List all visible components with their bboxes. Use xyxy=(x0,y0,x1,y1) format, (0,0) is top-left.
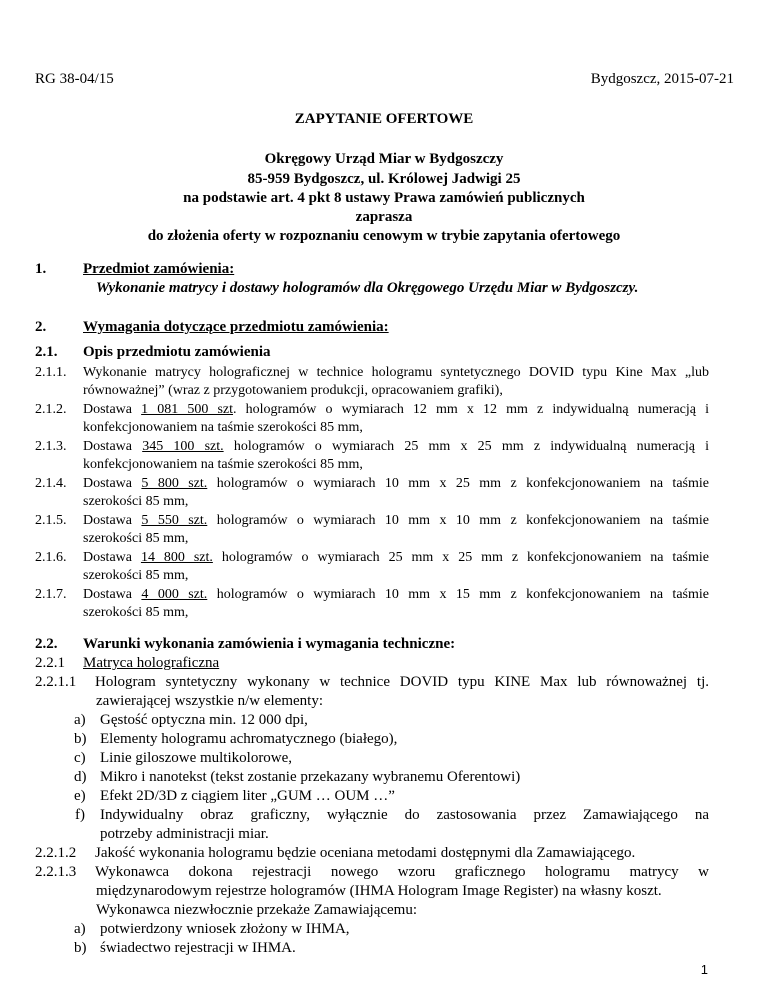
item-line-1: Wykonanie matrycy holograficznej w technice hologramu syntetycznego DOVID typu Kine Max „lub xyxy=(83,365,709,380)
intro-line-2: 85-959 Bydgoszcz, ul. Królowej Jadwigi 25 xyxy=(247,171,521,187)
list-letter: a) xyxy=(74,921,86,937)
list-item: Indywidualny obraz graficzny, wyłącznie do zastosowania przez Zamawiającego na xyxy=(100,807,709,823)
list-item: Gęstość optyczna min. 12 000 dpi, xyxy=(100,712,308,728)
quantity: 5 800 szt. xyxy=(141,476,208,491)
list-item: potrzeby administracji miar. xyxy=(100,826,269,842)
page-number: 1 xyxy=(700,962,708,977)
paragraph-number: 2.2.1.2 xyxy=(35,845,77,861)
item-number: 2.1.1. xyxy=(35,365,67,380)
item-number: 2.1.6. xyxy=(35,550,67,565)
quantity: 1 081 500 szt xyxy=(141,402,234,417)
paragraph-line: Wykonawca dokona rejestracji nowego wzoru graficznego hologramu matrycy w xyxy=(95,864,709,880)
section-2-number: 2. xyxy=(35,319,47,335)
paragraph-line: Wykonawca niezwłocznie przekaże Zamawiającemu: xyxy=(96,902,417,918)
item-line-1: Dostawa 345 100 szt. hologramów o wymiarach 25 mm x 25 mm z indywidualną numeracją i xyxy=(83,439,709,454)
section-1-text: Wykonanie matrycy i dostawy hologramów dla Okręgowego Urzędu Miar w Bydgoszczy. xyxy=(96,280,639,296)
list-item: Elementy hologramu achromatycznego (białego), xyxy=(100,731,398,747)
section-2-1-heading: Opis przedmiotu zamówienia xyxy=(83,344,271,360)
paragraph-line: Hologram syntetyczny wykonany w technice DOVID typu KINE Max lub równoważnej tj. xyxy=(95,674,709,690)
intro-line-5: do złożenia oferty w rozpoznaniu cenowym w trybie zapytania ofertowego xyxy=(147,228,621,244)
list-letter: b) xyxy=(74,940,87,956)
document-reference: RG 38-04/15 xyxy=(35,71,114,87)
list-item: świadectwo rejestracji w IHMA. xyxy=(100,940,296,956)
list-item: Linie giloszowe multikolorowe, xyxy=(100,750,293,766)
subsection-2-2-1-number: 2.2.1 xyxy=(35,655,65,671)
item-line-2: konfekcjonowaniem na taśmie szerokości 85 mm, xyxy=(83,420,363,435)
document-title: ZAPYTANIE OFERTOWE xyxy=(294,111,474,127)
item-line-2: równoważnej” (wraz z przygotowaniem produkcji, opracowaniem grafiki), xyxy=(83,383,503,398)
item-number: 2.1.7. xyxy=(35,587,67,602)
section-2-2-number: 2.2. xyxy=(35,636,58,652)
quantity: 345 100 szt. xyxy=(142,439,224,454)
item-line-2: konfekcjonowaniem na taśmie szerokości 85 mm, xyxy=(83,457,363,472)
list-item: Mikro i nanotekst (tekst zostanie przekazany wybranemu Oferentowi) xyxy=(100,769,521,785)
section-2-1-number: 2.1. xyxy=(35,344,58,360)
list-letter: f) xyxy=(75,807,85,823)
list-letter: e) xyxy=(74,788,86,804)
section-2-heading: Wymagania dotyczące przedmiotu zamówienia: xyxy=(83,319,389,335)
item-line-2: szerokości 85 mm, xyxy=(83,605,189,620)
item-number: 2.1.5. xyxy=(35,513,67,528)
list-item: potwierdzony wniosek złożony w IHMA, xyxy=(100,921,350,937)
paragraph-number: 2.2.1.3 xyxy=(35,864,77,880)
item-line-1: Dostawa 5 550 szt. hologramów o wymiarach 10 mm x 10 mm z konfekcjonowaniem na taśmie xyxy=(83,513,709,528)
place-and-date: Bydgoszcz, 2015-07-21 xyxy=(590,71,734,87)
item-line-2: szerokości 85 mm, xyxy=(83,531,189,546)
list-letter: d) xyxy=(74,769,87,785)
intro-line-4: zaprasza xyxy=(355,209,413,225)
section-1-number: 1. xyxy=(35,261,47,277)
subsection-2-2-1-heading: Matryca holograficzna xyxy=(83,655,220,671)
list-letter: b) xyxy=(74,731,87,747)
intro-line-1: Okręgowy Urząd Miar w Bydgoszczy xyxy=(264,151,504,167)
intro-line-3: na podstawie art. 4 pkt 8 ustawy Prawa zamówień publicznych xyxy=(183,190,585,206)
item-line-1: Dostawa 5 800 szt. hologramów o wymiarach 10 mm x 25 mm z konfekcjonowaniem na taśmie xyxy=(83,476,709,491)
list-item: Efekt 2D/3D z ciągiem liter „GUM … OUM …” xyxy=(100,788,395,804)
list-letter: c) xyxy=(74,750,86,766)
section-2-2-heading: Warunki wykonania zamówienia i wymagania techniczne: xyxy=(83,636,456,652)
item-number: 2.1.2. xyxy=(35,402,67,417)
item-line-1: Dostawa 4 000 szt. hologramów o wymiarach 10 mm x 15 mm z konfekcjonowaniem na taśmie xyxy=(83,587,709,602)
item-number: 2.1.3. xyxy=(35,439,67,454)
item-line-1: Dostawa 14 800 szt. hologramów o wymiarach 25 mm x 25 mm z konfekcjonowaniem na taśmie xyxy=(83,550,709,565)
quantity: 4 000 szt. xyxy=(141,587,208,602)
paragraph-line: międzynarodowym rejestrze hologramów (IHMA Hologram Image Register) na własny koszt. xyxy=(96,883,662,899)
paragraph-number: 2.2.1.1 xyxy=(35,674,77,690)
item-line-2: szerokości 85 mm, xyxy=(83,494,189,509)
item-number: 2.1.4. xyxy=(35,476,67,491)
paragraph-line: zawierającej wszystkie n/w elementy: xyxy=(96,693,323,709)
quantity: 5 550 szt. xyxy=(141,513,208,528)
list-letter: a) xyxy=(74,712,86,728)
quantity: 14 800 szt. xyxy=(140,550,213,565)
paragraph-line: Jakość wykonania hologramu będzie oceniana metodami dostępnymi dla Zamawiającego. xyxy=(95,845,636,861)
section-1-heading: Przedmiot zamówienia: xyxy=(83,261,235,277)
item-line-2: szerokości 85 mm, xyxy=(83,568,189,583)
item-line-1: Dostawa 1 081 500 szt. hologramów o wymiarach 12 mm x 12 mm z indywidualną numeracją i xyxy=(83,402,709,417)
